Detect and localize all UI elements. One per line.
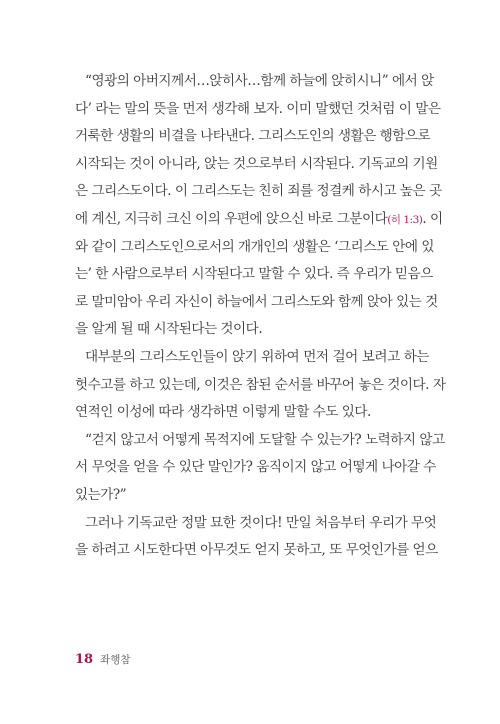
text-line: 시작되는 것이 아니라, 앉는 것으로부터 시작된다. 기독교의 기원 <box>75 155 438 172</box>
text-line <box>75 206 443 234</box>
text-line: 거룩한 생활의 비결을 나타낸다. 그리스도인의 생활은 행함으로 <box>75 128 431 145</box>
text-line: 을 하려고 시도한다면 아무것도 얻지 못하고, 또 무엇인가를 얻으 <box>75 542 438 559</box>
text-line: 와 같이 그리스도인으로서의 개개인의 생활은 ‘그리스도 안에 있 <box>75 238 434 255</box>
text-line: 대부분의 그리스도인들이 앉기 위하여 먼저 걸어 보려고 하는 <box>85 348 429 365</box>
text-line: 로 말미암아 우리 자신이 하늘에서 그리스도와 함께 앉아 있는 것 <box>75 293 438 310</box>
text-line: 연적인 이성에 따라 생각하면 이렇게 말할 수도 있다. <box>75 404 371 421</box>
text-line: 있는가?” <box>75 486 127 503</box>
text-line: 는’ 한 사람으로부터 시작된다고 말할 수 있다. 즉 우리가 믿음으 <box>75 266 433 283</box>
text-line: 서 무엇을 얻을 수 있단 말인가? 움직이지 않고 어떻게 나아갈 수 <box>75 459 436 476</box>
text-line: “걷지 않고서 어떻게 목적지에 도달할 수 있는가? 노력하지 않고 <box>85 431 445 448</box>
text-line: 헛수고를 하고 있는데, 이것은 참된 순서를 바꾸어 놓은 것이다. 자 <box>75 376 446 393</box>
text-line: 다’ 라는 말의 뜻을 먼저 생각해 보자. 이미 말했던 것처럼 이 말은 <box>75 100 441 117</box>
text-line: “영광의 아버지께서…앉히사…함께 하늘에 앉히시니” 에서 앉 <box>85 73 434 89</box>
page-number: 18 <box>75 652 94 667</box>
text-segment: 에 계신, 지극히 크신 이의 우편에 앉으신 바로 그분이다 <box>75 210 388 227</box>
running-title: 좌행참 <box>100 654 131 666</box>
text-line: 은 그리스도이다. 이 그리스도는 친히 죄를 정결케 하시고 높은 곳 <box>75 183 442 200</box>
text-line: 을 알게 될 때 시작된다는 것이다. <box>75 321 263 338</box>
text-segment: . 이 <box>422 210 443 227</box>
body-text <box>75 68 446 565</box>
text-line: 그러나 기독교란 정말 묘한 것이다! 만일 처음부터 우리가 무엇 <box>85 514 437 531</box>
scripture-reference: (히 1:3) <box>387 213 423 226</box>
page-footer <box>75 650 131 666</box>
